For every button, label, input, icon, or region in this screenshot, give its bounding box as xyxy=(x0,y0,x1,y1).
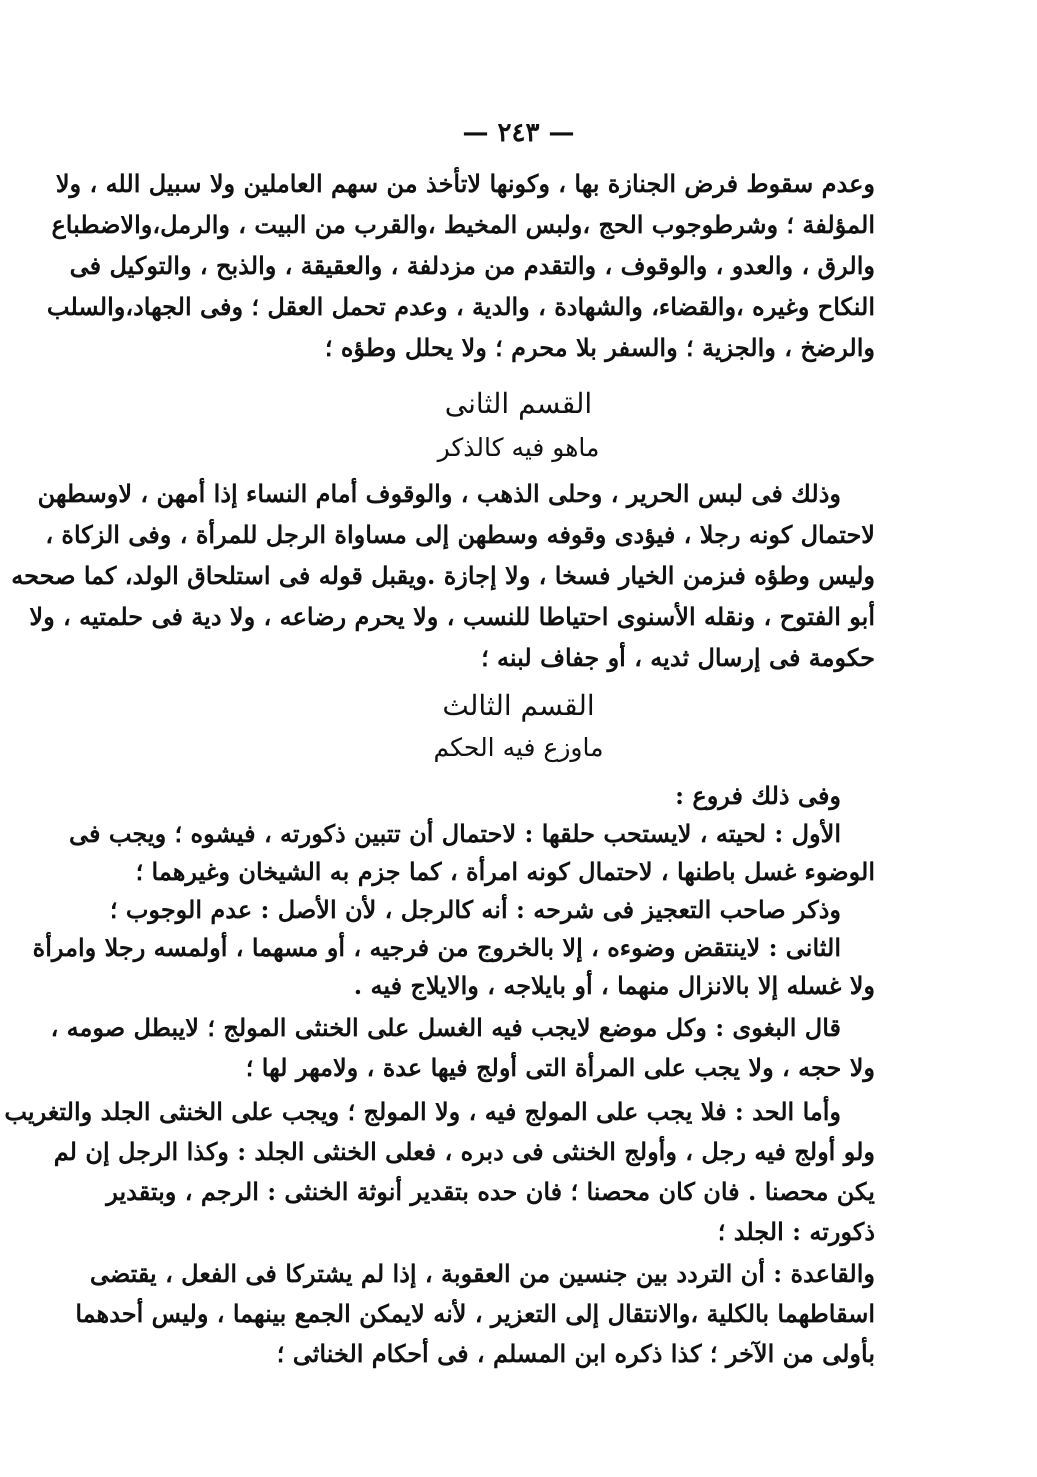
text-line: والرق ، والعدو ، والوقوف ، والتقدم من مزدلفة ، والعقيقة ، والذبح ، والتوكيل فى xyxy=(69,251,875,280)
text-line: الوضوء غسل باطنها ، لاحتمال كونه امرأة ، كما جزم به الشيخان وغيرهما ؛ xyxy=(135,857,875,886)
page-number: — ٢٤٣ — xyxy=(462,118,575,148)
text-line: ذكورته : الجلد ؛ xyxy=(717,1217,875,1246)
section-subheading: ماوزع فيه الحكم xyxy=(433,733,604,762)
section-heading: القسم الثالث xyxy=(442,689,595,722)
text-line: ولا حجه ، ولا يجب على المرأة التى أولج فيها عدة ، ولامهر لها ؛ xyxy=(245,1053,875,1082)
text-line: حكومة فى إرسال ثديه ، أو جفاف لبنه ؛ xyxy=(481,643,875,672)
text-line: الأول : لحيته ، لايستحب حلقها : لاحتمال أن تتبين ذكورته ، فيشوه ؛ ويجب فى xyxy=(69,819,841,848)
text-line: ولو أولج فيه رجل ، وأولج الخنثى فى دبره ، فعلى الخنثى الجلد : وكذا الرجل إن لم xyxy=(53,1137,875,1166)
section-heading: القسم الثانى xyxy=(444,387,593,420)
text-line: وذكر صاحب التعجيز فى شرحه : أنه كالرجل ، لأن الأصل : عدم الوجوب ؛ xyxy=(109,895,841,924)
text-line: وعدم سقوط فرض الجنازة بها ، وكونها لاتأخذ من سهم العاملين ولا سبيل الله ، ولا xyxy=(55,169,875,198)
text-line: بأولى من الآخر ؛ كذا ذكره ابن المسلم ، فى أحكام الخناثى ؛ xyxy=(276,1339,875,1368)
text-line: والرضخ ، والجزية ؛ والسفر بلا محرم ؛ ولا يحلل وطؤه ؛ xyxy=(324,333,875,362)
section-subheading: ماهو فيه كالذكر xyxy=(437,433,600,462)
text-line: وفى ذلك فروع : xyxy=(675,781,841,810)
text-line: وليس وطؤه فىزمن الخيار فسخا ، ولا إجازة .ويقبل قوله فى استلحاق الولد، كما صححه xyxy=(11,561,875,590)
text-line: المؤلفة ؛ وشرطوجوب الحج ،ولبس المخيط ،والقرب من البيت ، والرمل،والاضطباع xyxy=(51,210,875,239)
text-line: والقاعدة : أن التردد بين جنسين من العقوبة ، إذا لم يشتركا فى الفعل ، يقتضى xyxy=(89,1259,875,1288)
text-line: الثانى : لاينتقض وضوءه ، إلا بالخروج من فرجيه ، أو مسهما ، أولمسه رجلا وامرأة xyxy=(32,933,841,962)
text-line: وذلك فى لبس الحرير ، وحلى الذهب ، والوقوف أمام النساء إذا أمهن ، لاوسطهن xyxy=(37,479,841,508)
text-line: النكاح وغيره ،والقضاء، والشهادة ، والدية ، وعدم تحمل العقل ؛ وفى الجهاد،والسلب xyxy=(46,292,875,321)
text-line: يكن محصنا . فان كان محصنا ؛ فان حده بتقدير أنوثة الخنثى : الرجم ، وبتقدير xyxy=(106,1177,875,1206)
text-line: ولا غسله إلا بالانزال منهما ، أو بايلاجه ، والايلاج فيه . xyxy=(353,971,875,1000)
text-line: اسقاطهما بالكلية ،والانتقال إلى التعزير ، لأنه لايمكن الجمع بينهما ، وليس أحدهما xyxy=(75,1299,875,1328)
text-line: أبو الفتوح ، ونقله الأسنوى احتياطا للنسب ، ولا يحرم رضاعه ، ولا دية فى حلمتيه ، ولا xyxy=(29,602,875,631)
text-line: قال البغوى : وكل موضع لايجب فيه الغسل على الخنثى المولج ؛ لايبطل صومه ، xyxy=(50,1013,841,1042)
text-line: وأما الحد : فلا يجب على المولج فيه ، ولا المولج ؛ ويجب على الخنثى الجلد والتغريب xyxy=(4,1097,841,1126)
text-line: لاحتمال كونه رجلا ، فيؤدى وقوفه وسطهن إلى مساواة الرجل للمرأة ، وفى الزكاة ، xyxy=(45,520,875,549)
